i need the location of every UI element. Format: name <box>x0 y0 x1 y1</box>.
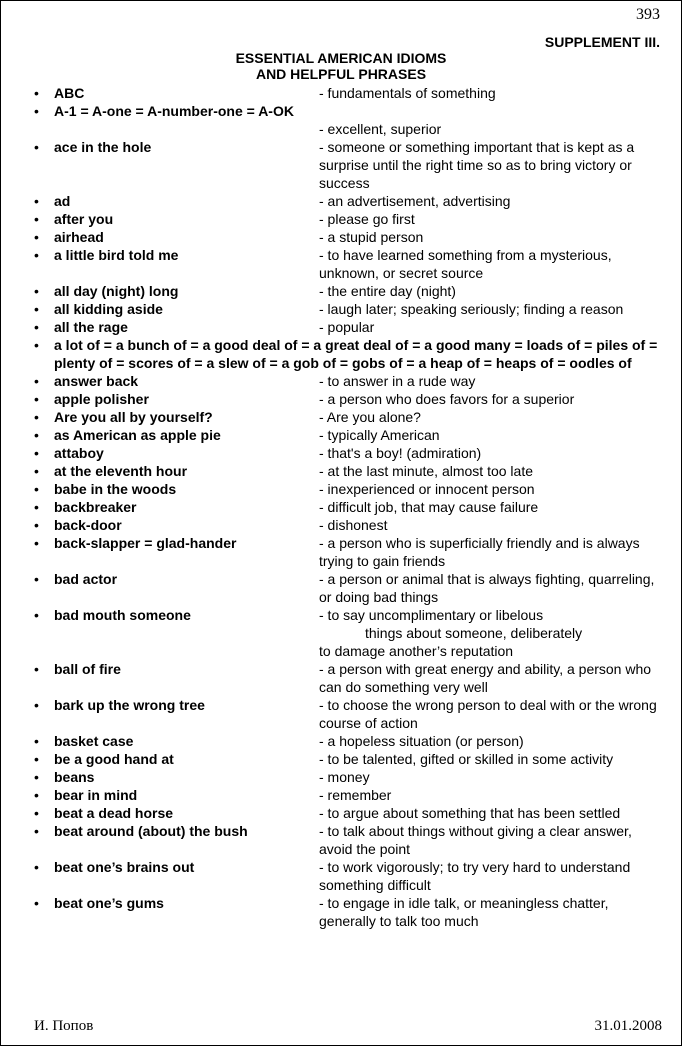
bullet-icon: • <box>34 535 39 551</box>
idiom-definition: - to work vigorously; to try very hard to understand something difficult <box>319 859 631 893</box>
list-item <box>34 768 664 786</box>
supplement-label: SUPPLEMENT III. <box>544 34 660 50</box>
title-line-2: AND HELPFUL PHRASES <box>255 66 427 82</box>
bullet-icon: • <box>34 751 39 767</box>
list-item <box>34 822 664 858</box>
idiom-definition: - laugh later; speaking seriously; finding a reason <box>319 301 624 317</box>
bullet-icon: • <box>34 85 39 101</box>
list-item <box>34 660 664 696</box>
list-item <box>34 318 664 336</box>
idiom-definition: - to talk about things without giving a clear answer, avoid the point <box>319 823 632 857</box>
idiom-term: answer back <box>54 373 139 389</box>
bullet-icon: • <box>34 733 39 749</box>
definition-line-1: - to say uncomplimentary or libelous <box>319 607 544 623</box>
idiom-definition: - to be talented, gifted or skilled in some activity <box>319 751 614 767</box>
bullet-icon: • <box>34 409 39 425</box>
idiom-term: beat one’s gums <box>54 895 164 911</box>
bullet-icon: • <box>34 193 39 209</box>
idiom-definition: - to choose the wrong person to deal with or the wrong course of action <box>319 697 657 731</box>
bullet-icon: • <box>34 283 39 299</box>
idiom-term: beat around (about) the bush <box>54 823 248 839</box>
list-item <box>34 102 664 138</box>
list-item <box>34 408 664 426</box>
idiom-definition <box>319 606 664 660</box>
definition-line-3: to damage another’s reputation <box>319 643 514 659</box>
footer-date: 31.01.2008 <box>594 1018 662 1034</box>
bullet-icon: • <box>34 139 39 155</box>
idiom-term: apple polisher <box>54 391 149 407</box>
bullet-icon: • <box>34 427 39 443</box>
list-item <box>34 786 664 804</box>
idiom-term: bark up the wrong tree <box>54 697 205 713</box>
idiom-term: ace in the hole <box>54 139 152 155</box>
page-number: 393 <box>636 6 660 23</box>
idiom-definition: - excellent, superior <box>319 121 442 137</box>
idiom-definition: - a person with great energy and ability, a person who can do something very well <box>319 661 652 695</box>
bullet-icon: • <box>34 769 39 785</box>
idiom-term: beat one’s brains out <box>54 859 195 875</box>
idiom-term: all the rage <box>54 319 128 335</box>
idiom-definition: - a person who is superficially friendly and is always trying to gain friends <box>319 535 640 569</box>
list-item <box>34 210 664 228</box>
idiom-definition: - an advertisement, advertising <box>319 193 511 209</box>
idiom-term: at the eleventh hour <box>54 463 188 479</box>
idiom-definition: - that's a boy! (admiration) <box>319 445 482 461</box>
list-item <box>34 444 664 462</box>
idiom-term: Are you all by yourself? <box>54 409 213 425</box>
idiom-term: ball of fire <box>54 661 121 677</box>
idiom-definition: - a stupid person <box>319 229 424 245</box>
bullet-icon: • <box>34 661 39 677</box>
idiom-definition: - fundamentals of something <box>319 85 496 101</box>
idiom-definition: - a hopeless situation (or person) <box>319 733 524 749</box>
idiom-term: bad mouth someone <box>54 607 191 623</box>
bullet-icon: • <box>34 301 39 317</box>
list-item <box>34 336 664 372</box>
idiom-definition: - difficult job, that may cause failure <box>319 499 539 515</box>
idiom-definition: - Are you alone? <box>319 409 421 425</box>
idiom-term: a lot of = a bunch of = a good deal of = a great deal of = a good many = loads of = piles of = plenty of = scores of = a slew of = a gob of = gobs of = a heap of = heaps of = oodles of <box>54 337 658 371</box>
idiom-term: after you <box>54 211 114 227</box>
idiom-term: backbreaker <box>54 499 137 515</box>
idiom-term: back-slapper = glad-hander <box>54 535 237 551</box>
idiom-definition: - inexperienced or innocent person <box>319 481 535 497</box>
idiom-definition: - to have learned something from a mysterious, unknown, or secret source <box>319 247 612 281</box>
idiom-term: ad <box>54 193 71 209</box>
bullet-icon: • <box>34 103 39 119</box>
bullet-icon: • <box>34 211 39 227</box>
idiom-term: basket case <box>54 733 134 749</box>
bullet-icon: • <box>34 787 39 803</box>
list-item <box>34 462 664 480</box>
bullet-icon: • <box>34 697 39 713</box>
list-item <box>34 498 664 516</box>
list-item <box>34 516 664 534</box>
list-item <box>34 192 664 210</box>
bullet-icon: • <box>34 517 39 533</box>
bullet-icon: • <box>34 823 39 839</box>
bullet-icon: • <box>34 373 39 389</box>
idiom-definition: - someone or something important that is kept as a surprise until the right time so as to bring victory or success <box>319 139 635 191</box>
idiom-term: back-door <box>54 517 122 533</box>
bullet-icon: • <box>34 319 39 335</box>
idiom-term: beat a dead horse <box>54 805 174 821</box>
idiom-definition: - please go first <box>319 211 415 227</box>
idiom-definition: - popular <box>319 319 375 335</box>
list-item <box>34 750 664 768</box>
list-item <box>34 426 664 444</box>
idiom-definition: - at the last minute, almost too late <box>319 463 533 479</box>
bullet-icon: • <box>34 247 39 263</box>
list-item <box>34 84 664 102</box>
idiom-term: a little bird told me <box>54 247 179 263</box>
idiom-definition: - remember <box>319 787 392 803</box>
idiom-term: attaboy <box>54 445 104 461</box>
idiom-definition: - typically American <box>319 427 440 443</box>
list-item <box>34 480 664 498</box>
title-line-1: ESSENTIAL AMERICAN IDIOMS <box>235 50 447 66</box>
bullet-icon: • <box>34 607 39 623</box>
idiom-definition: - to answer in a rude way <box>319 373 476 389</box>
bullet-icon: • <box>34 445 39 461</box>
list-item <box>34 804 664 822</box>
idiom-definition: - dishonest <box>319 517 388 533</box>
idiom-term: beans <box>54 769 95 785</box>
bullet-icon: • <box>34 859 39 875</box>
idiom-definition: - to argue about something that has been settled <box>319 805 621 821</box>
bullet-icon: • <box>34 481 39 497</box>
idiom-term: babe in the woods <box>54 481 177 497</box>
idiom-term: A-1 = A-one = A-number-one = A-OK <box>54 103 294 119</box>
list-item <box>34 732 664 750</box>
list-item <box>34 858 664 894</box>
idiom-definition: - money <box>319 769 370 785</box>
idiom-term: bad actor <box>54 571 118 587</box>
idiom-term: as American as apple pie <box>54 427 221 443</box>
footer-author: И. Попов <box>34 1018 94 1034</box>
list-item <box>34 606 664 660</box>
list-item <box>34 246 664 282</box>
list-item <box>34 372 664 390</box>
idiom-term: all kidding aside <box>54 301 163 317</box>
list-item <box>34 228 664 246</box>
list-item <box>34 534 664 570</box>
idiom-term: airhead <box>54 229 104 245</box>
idiom-term: be a good hand at <box>54 751 174 767</box>
idiom-term: ABC <box>54 85 85 101</box>
idiom-definition: - a person or animal that is always fighting, quarreling, or doing bad things <box>319 571 655 605</box>
bullet-icon: • <box>34 571 39 587</box>
list-item <box>34 138 664 192</box>
idiom-definition: - to engage in idle talk, or meaningless chatter, generally to talk too much <box>319 895 609 929</box>
bullet-icon: • <box>34 805 39 821</box>
list-item <box>34 696 664 732</box>
list-item <box>34 570 664 606</box>
definition-line-2: things about someone, deliberately <box>365 625 583 641</box>
bullet-icon: • <box>34 337 39 353</box>
idiom-term: bear in mind <box>54 787 138 803</box>
list-item <box>34 390 664 408</box>
list-item <box>34 282 664 300</box>
bullet-icon: • <box>34 895 39 911</box>
idiom-definition: - the entire day (night) <box>319 283 456 299</box>
bullet-icon: • <box>34 391 39 407</box>
idiom-term: all day (night) long <box>54 283 179 299</box>
list-item <box>34 894 664 930</box>
page-title <box>0 50 682 82</box>
bullet-icon: • <box>34 229 39 245</box>
list-item <box>34 300 664 318</box>
idiom-list <box>34 84 664 930</box>
bullet-icon: • <box>34 463 39 479</box>
idiom-definition: - a person who does favors for a superior <box>319 391 575 407</box>
bullet-icon: • <box>34 499 39 515</box>
